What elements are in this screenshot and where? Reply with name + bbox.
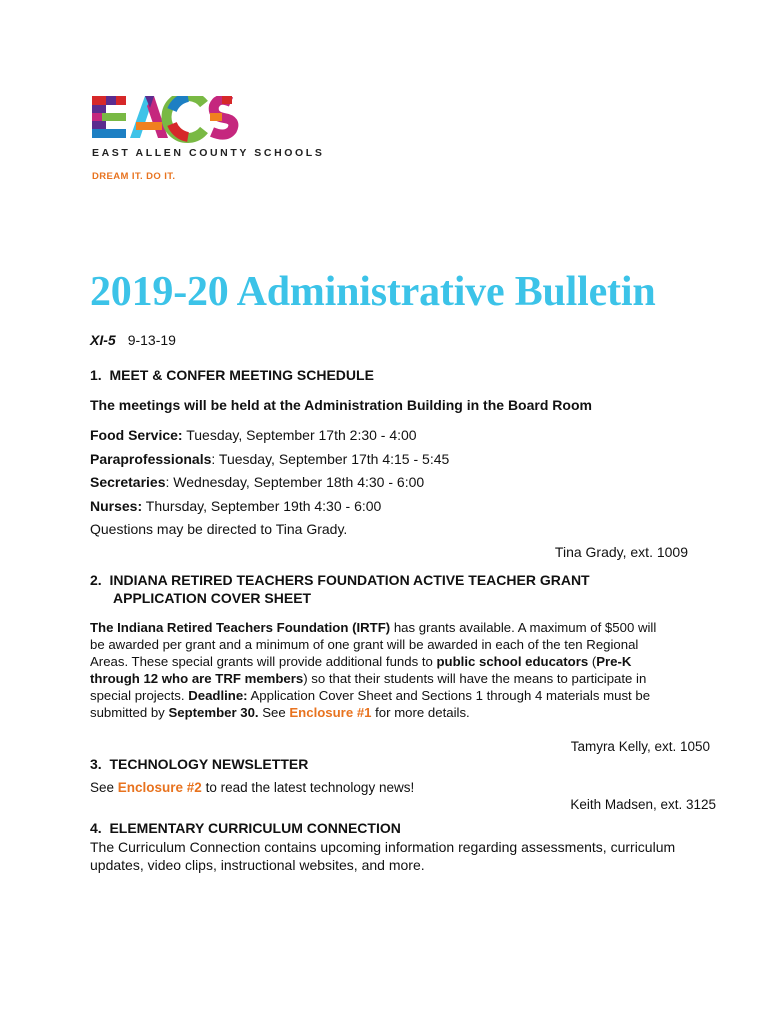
meeting-food-service <box>90 424 449 448</box>
page-title: 2019-20 Administrative Bulletin <box>90 269 656 315</box>
logo-tagline: DREAM IT. DO IT. <box>92 171 176 182</box>
logo-letter-e <box>92 96 126 138</box>
meeting-list <box>90 424 449 542</box>
meeting-time: : Tuesday, September 17th 4:15 - 5:45 <box>211 450 450 467</box>
logo-letter-s <box>210 96 233 135</box>
section-4-heading: 4. ELEMENTARY CURRICULUM CONNECTION <box>90 820 401 836</box>
body-line: The Curriculum Connection contains upcoming information regarding assessments, curriculum <box>90 839 676 855</box>
body-line: updates, video clips, instructional websites, and more. <box>90 856 425 873</box>
body-line <box>90 670 656 687</box>
meeting-time: : Wednesday, September 18th 4:30 - 6:00 <box>165 474 425 490</box>
irtf-name: The Indiana Retired Teachers Foundation (IRTF) <box>90 620 391 635</box>
body-line <box>90 619 656 636</box>
issue-line <box>90 332 176 348</box>
body-text: special projects. <box>90 688 189 703</box>
body-line: be awarded per grant and a minimum of one grant will be awarded in each of the ten Regional <box>90 637 639 652</box>
body-text: submitted by <box>90 705 169 720</box>
body-line <box>90 687 656 704</box>
section-1-contact: Tina Grady, ext. 1009 <box>554 544 688 560</box>
meeting-label: Food Service: <box>90 427 183 443</box>
section-4-body <box>90 839 675 874</box>
meeting-label: Nurses: <box>90 497 143 514</box>
body-text: to read the latest technology news! <box>201 780 415 795</box>
meeting-time: Thursday, September 19th 4:30 - 6:00 <box>142 497 382 514</box>
section-2-heading-line-1: 2. INDIANA RETIRED TEACHERS FOUNDATION ACTIVE TEACHER GRANT <box>90 572 590 588</box>
body-text: See <box>90 780 118 795</box>
section-3-body <box>90 780 414 795</box>
section-2-contact: Tamyra Kelly, ext. 1050 <box>570 739 710 754</box>
body-text: has grants available. A maximum of $500 will <box>390 620 657 635</box>
body-text: See <box>258 705 290 720</box>
section-3-contact: Keith Madsen, ext. 3125 <box>570 797 716 812</box>
meeting-paraprofessionals <box>90 448 449 472</box>
section-3-heading: 3. TECHNOLOGY NEWSLETTER <box>90 756 309 772</box>
section-1-heading: 1. MEET & CONFER MEETING SCHEDULE <box>90 367 374 383</box>
body-bold: public school educators <box>436 654 589 669</box>
section-2-body <box>90 619 656 721</box>
logo-letter-c <box>167 96 204 138</box>
meeting-time: Tuesday, September 17th 2:30 - 4:00 <box>182 427 417 443</box>
body-text: ( <box>588 654 597 669</box>
deadline-label: Deadline: <box>188 688 248 703</box>
body-line <box>90 653 656 670</box>
section-2-heading-line-2: APPLICATION COVER SHEET <box>113 590 312 606</box>
enclosure-2-link[interactable]: Enclosure #2 <box>117 780 202 795</box>
deadline-date: September 30. <box>168 705 259 720</box>
section-1-subheading: The meetings will be held at the Administration Building in the Board Room <box>90 397 592 413</box>
body-bold: Pre-K <box>596 654 632 669</box>
issue-date: 9-13-19 <box>127 332 176 348</box>
body-line <box>90 704 656 721</box>
body-text: Areas. These special grants will provide additional funds to <box>90 654 437 669</box>
meeting-label: Secretaries <box>90 474 166 490</box>
enclosure-1-link[interactable]: Enclosure #1 <box>289 705 372 720</box>
meeting-label: Paraprofessionals <box>90 450 212 467</box>
issue-number: XI-5 <box>90 332 116 348</box>
meeting-nurses <box>90 495 449 519</box>
body-text: ) so that their students will have the means to participate in <box>303 671 647 686</box>
section-1-note: Questions may be directed to Tina Grady. <box>90 521 348 537</box>
meeting-secretaries <box>90 471 449 495</box>
body-bold: through 12 who are TRF members <box>90 671 304 686</box>
body-text: Application Cover Sheet and Sections 1 through 4 materials must be <box>247 688 651 703</box>
body-text: for more details. <box>371 705 470 720</box>
logo-org-name: EAST ALLEN COUNTY SCHOOLS <box>92 147 325 159</box>
